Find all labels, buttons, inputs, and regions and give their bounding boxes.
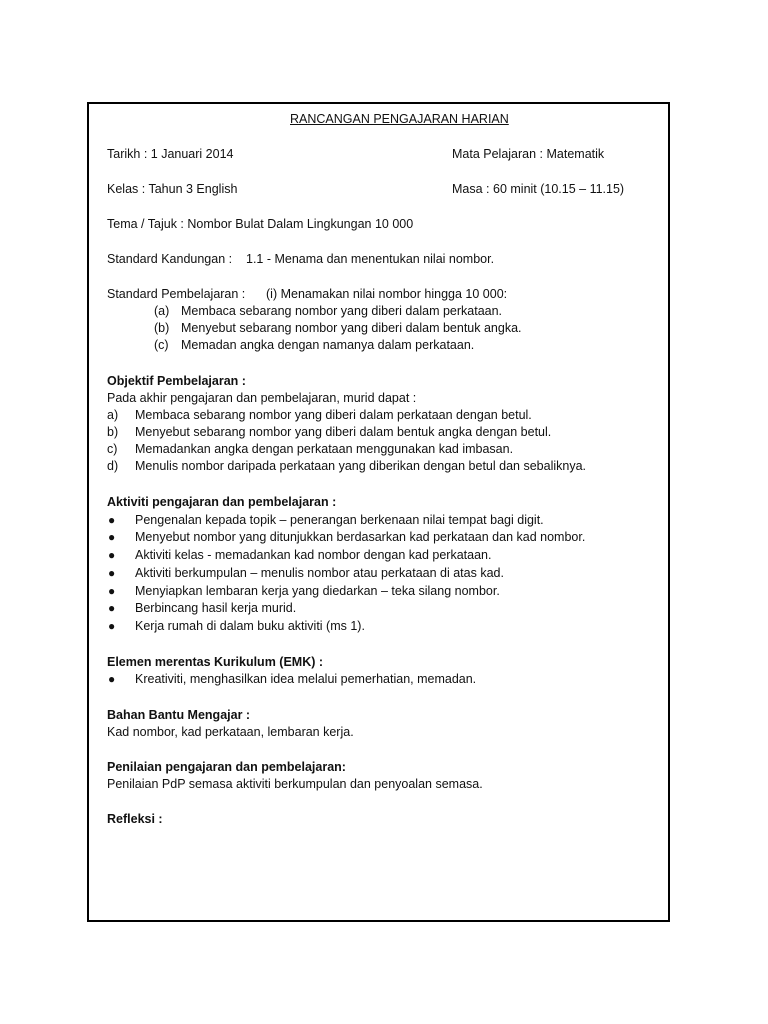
aktiviti-item: Aktiviti berkumpulan – menulis nombor atau perkataan di atas kad. — [135, 566, 504, 580]
masa-label: Masa : — [452, 182, 493, 196]
mata-pelajaran-label: Mata Pelajaran : — [452, 147, 547, 161]
emk-item: Kreativiti, menghasilkan idea melalui pemerhatian, memadan. — [135, 672, 477, 686]
objektif-item-marker: c) — [107, 442, 118, 456]
sp-item-text: Memadan angka dengan namanya dalam perkataan. — [181, 338, 475, 352]
tema-label: Tema / Tajuk : — [107, 217, 188, 231]
kelas-line — [107, 181, 237, 197]
objektif-item-marker: a) — [107, 408, 119, 422]
objektif-item-marker: d) — [107, 459, 119, 473]
bullet-icon: ● — [108, 601, 116, 615]
objektif-heading: Objektif Pembelajaran : — [107, 374, 246, 388]
bullet-icon: ● — [108, 672, 116, 686]
mata-pelajaran-value: Matematik — [546, 147, 605, 161]
standard-kandungan-value: 1.1 - Menama dan menentukan nilai nombor. — [246, 252, 495, 266]
aktiviti-item: Berbincang hasil kerja murid. — [135, 601, 297, 615]
aktiviti-item: Menyebut nombor yang ditunjukkan berdasarkan kad perkataan dan kad nombor. — [135, 530, 586, 544]
kelas-value: Tahun 3 English — [148, 182, 238, 196]
penilaian-text: Penilaian PdP semasa aktiviti berkumpulan dan penyoalan semasa. — [107, 777, 483, 791]
standard-kandungan-label: Standard Kandungan : — [107, 252, 233, 266]
sp-item-marker: (a) — [154, 304, 170, 318]
bahan-text: Kad nombor, kad perkataan, lembaran kerja. — [107, 725, 354, 739]
standard-pembelajaran-value: (i) Menamakan nilai nombor hingga 10 000: — [266, 287, 508, 301]
masa-value: 60 minit (10.15 – 11.15) — [493, 182, 625, 196]
objektif-item-marker: b) — [107, 425, 119, 439]
tema-line — [107, 216, 413, 232]
bullet-icon: ● — [108, 513, 116, 527]
masa-line — [452, 181, 624, 197]
mata-pelajaran-line — [452, 146, 604, 162]
bullet-icon: ● — [108, 566, 116, 580]
objektif-item-text: Memadankan angka dengan perkataan menggunakan kad imbasan. — [135, 442, 514, 456]
sp-item-marker: (c) — [154, 338, 169, 352]
objektif-item-text: Menyebut sebarang nombor yang diberi dalam bentuk angka dengan betul. — [135, 425, 552, 439]
aktiviti-item: Pengenalan kepada topik – penerangan berkenaan nilai tempat bagi digit. — [135, 513, 544, 527]
bullet-icon: ● — [108, 619, 116, 633]
objektif-item-text: Menulis nombor daripada perkataan yang diberikan dengan betul dan sebaliknya. — [135, 459, 587, 473]
aktiviti-heading: Aktiviti pengajaran dan pembelajaran : — [107, 495, 337, 509]
tarikh-value: 1 Januari 2014 — [150, 147, 234, 161]
aktiviti-item: Kerja rumah di dalam buku aktiviti (ms 1). — [135, 619, 365, 633]
aktiviti-item: Menyiapkan lembaran kerja yang diedarkan – teka silang nombor. — [135, 584, 500, 598]
bahan-heading: Bahan Bantu Mengajar : — [107, 708, 251, 722]
objektif-intro: Pada akhir pengajaran dan pembelajaran, murid dapat : — [107, 391, 417, 405]
bullet-icon: ● — [108, 548, 116, 562]
penilaian-heading: Penilaian pengajaran dan pembelajaran: — [107, 760, 346, 774]
document-title: RANCANGAN PENGAJARAN HARIAN — [290, 112, 509, 126]
tarikh-line — [107, 146, 233, 162]
aktiviti-item: Aktiviti kelas - memadankan kad nombor dengan kad perkataan. — [135, 548, 492, 562]
emk-heading: Elemen merentas Kurikulum (EMK) : — [107, 655, 324, 669]
refleksi-heading: Refleksi : — [107, 812, 163, 826]
sp-item-text: Membaca sebarang nombor yang diberi dalam perkataan. — [181, 304, 503, 318]
tema-value: Nombor Bulat Dalam Lingkungan 10 000 — [187, 217, 414, 231]
kelas-label: Kelas : — [107, 182, 149, 196]
bullet-icon: ● — [108, 530, 116, 544]
sp-item-text: Menyebut sebarang nombor yang diberi dalam bentuk angka. — [181, 321, 522, 335]
objektif-item-text: Membaca sebarang nombor yang diberi dalam perkataan dengan betul. — [135, 408, 532, 422]
bullet-icon: ● — [108, 584, 116, 598]
sp-item-marker: (b) — [154, 321, 170, 335]
tarikh-label: Tarikh : — [107, 147, 151, 161]
standard-pembelajaran-label: Standard Pembelajaran : — [107, 287, 246, 301]
